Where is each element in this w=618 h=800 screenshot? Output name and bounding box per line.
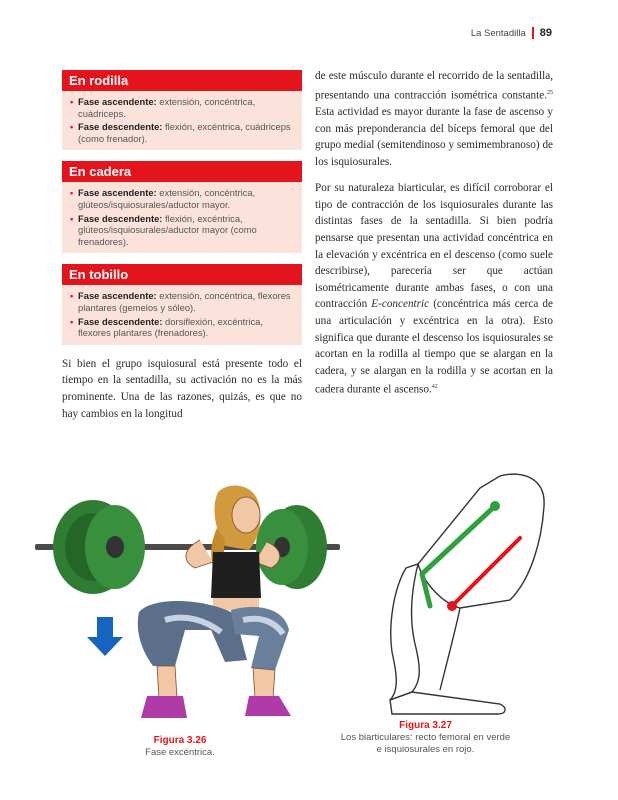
running-head [471,27,552,39]
item-label: Fase descendente: [78,121,163,133]
item-text: flexión, excéntrica, cuádriceps (como frenador). [78,121,291,144]
list-item [70,316,296,339]
figure-number: Figura 3.26 [153,735,207,746]
right-paragraph-2 [315,180,553,398]
right-paragraph-1 [315,68,553,170]
citation-ref: 25 [547,89,553,96]
header-divider [532,27,534,39]
squat-illustration [35,470,340,732]
item-text: dorsiflexión, excéntrica, flexores plantares (frenadores). [78,315,263,339]
foot-outline [390,692,505,714]
left-paragraph: Si bien el grupo isquiosural está presente todo el tiempo en la sentadilla, su activación no es la más prominente. Una de las razones, quizás, es que no hay cambios en la longitud [62,357,302,420]
list-item [70,96,296,119]
box-title: En cadera [62,161,302,182]
running-title: La Sentadilla [470,27,526,39]
box-body [62,182,302,253]
para-text: (concéntrica más cerca de una articulación y excéntrica en la otra). Esto significa que durante el descenso los isquiosurales se acortan en la rodilla al tiempo que se alargan en la cadera, y se alargan en la rodilla y se acortan en la cadera durante el ascenso. [315,298,553,397]
list-item [70,121,296,144]
figure-3-27-caption [318,720,533,756]
left-column [62,70,302,422]
figure-caption-line-2: e isquiosurales en rojo. [376,744,475,755]
thigh-outline [418,474,544,608]
biarticular-leg-diagram [360,468,560,718]
left-plates [53,500,145,594]
box-title: En tobillo [62,264,302,285]
green-origin-dot [490,501,500,511]
patellar-tendon-line [422,574,430,606]
item-text: extensión, concéntrica, cuádriceps. [78,96,256,119]
calf-outline [440,608,460,690]
bullet-icon: • [70,315,74,327]
box-title: En rodilla [62,70,302,91]
para-text: de este músculo durante el recorrido de la sentadilla, presentando una contracción isométrica constante. [315,70,553,102]
right-column [315,68,553,399]
citation-ref: 42 [431,384,438,391]
figure-number: Figura 3.27 [399,720,452,731]
box-cadera [62,161,302,253]
para-text: Esta actividad es mayor durante la fase de ascenso y con más preponderancia del bíceps femoral que del grupo medial (semitendinoso y semimembranoso) de los isquiosurales. [315,105,553,168]
item-text: extensión, concéntrica, flexores plantares (gemelos y sóleo). [78,290,291,313]
item-text: extensión, concéntrica, glúteos/isquiosurales/aductor mayor. [78,187,256,210]
downward-arrow-icon [87,617,123,656]
emphasis-term: E-concentric [371,298,430,311]
red-insertion-dot [447,601,457,611]
figure-3-26-caption [110,735,250,759]
bullet-icon: • [70,290,74,302]
list-item [70,290,296,313]
hamstrings-line [452,538,520,606]
item-text: flexión, excéntrica, glúteos/isquiosurales/aductor mayor (como frenadores). [78,212,257,247]
figure-caption-line-1: Los biarticulares: recto femoral en verde [340,732,511,743]
box-body [62,91,302,150]
shin-outline [390,564,419,700]
box-rodilla [62,70,302,150]
item-label: Fase ascendente: [78,290,157,302]
list-item [70,187,296,210]
item-label: Fase descendente: [78,315,163,327]
bullet-icon: • [70,96,74,107]
figure-caption-text: Fase excéntrica. [145,747,215,758]
page-number: 89 [539,27,552,39]
item-label: Fase ascendente: [78,187,157,199]
para-text: Por su naturaleza biarticular, es difícil corroborar el tipo de contracción de los isquiosurales durante las distintas fases de la sentadilla. Si bien podría pensarse que presentan una actividad concéntrica en la elevación y excéntrica en el descenso (como suele describirse), parecería ser que actúan isométricamente durante ambas fases, o con una contracción [315,182,553,311]
item-label: Fase descendente: [78,212,163,224]
item-label: Fase ascendente: [78,96,157,107]
box-tobillo [62,264,302,344]
bullet-icon: • [70,187,74,199]
bullet-icon: • [70,212,74,224]
box-body [62,285,302,344]
bullet-icon: • [70,121,74,133]
rectus-femoris-line [422,506,495,574]
list-item [70,213,296,248]
